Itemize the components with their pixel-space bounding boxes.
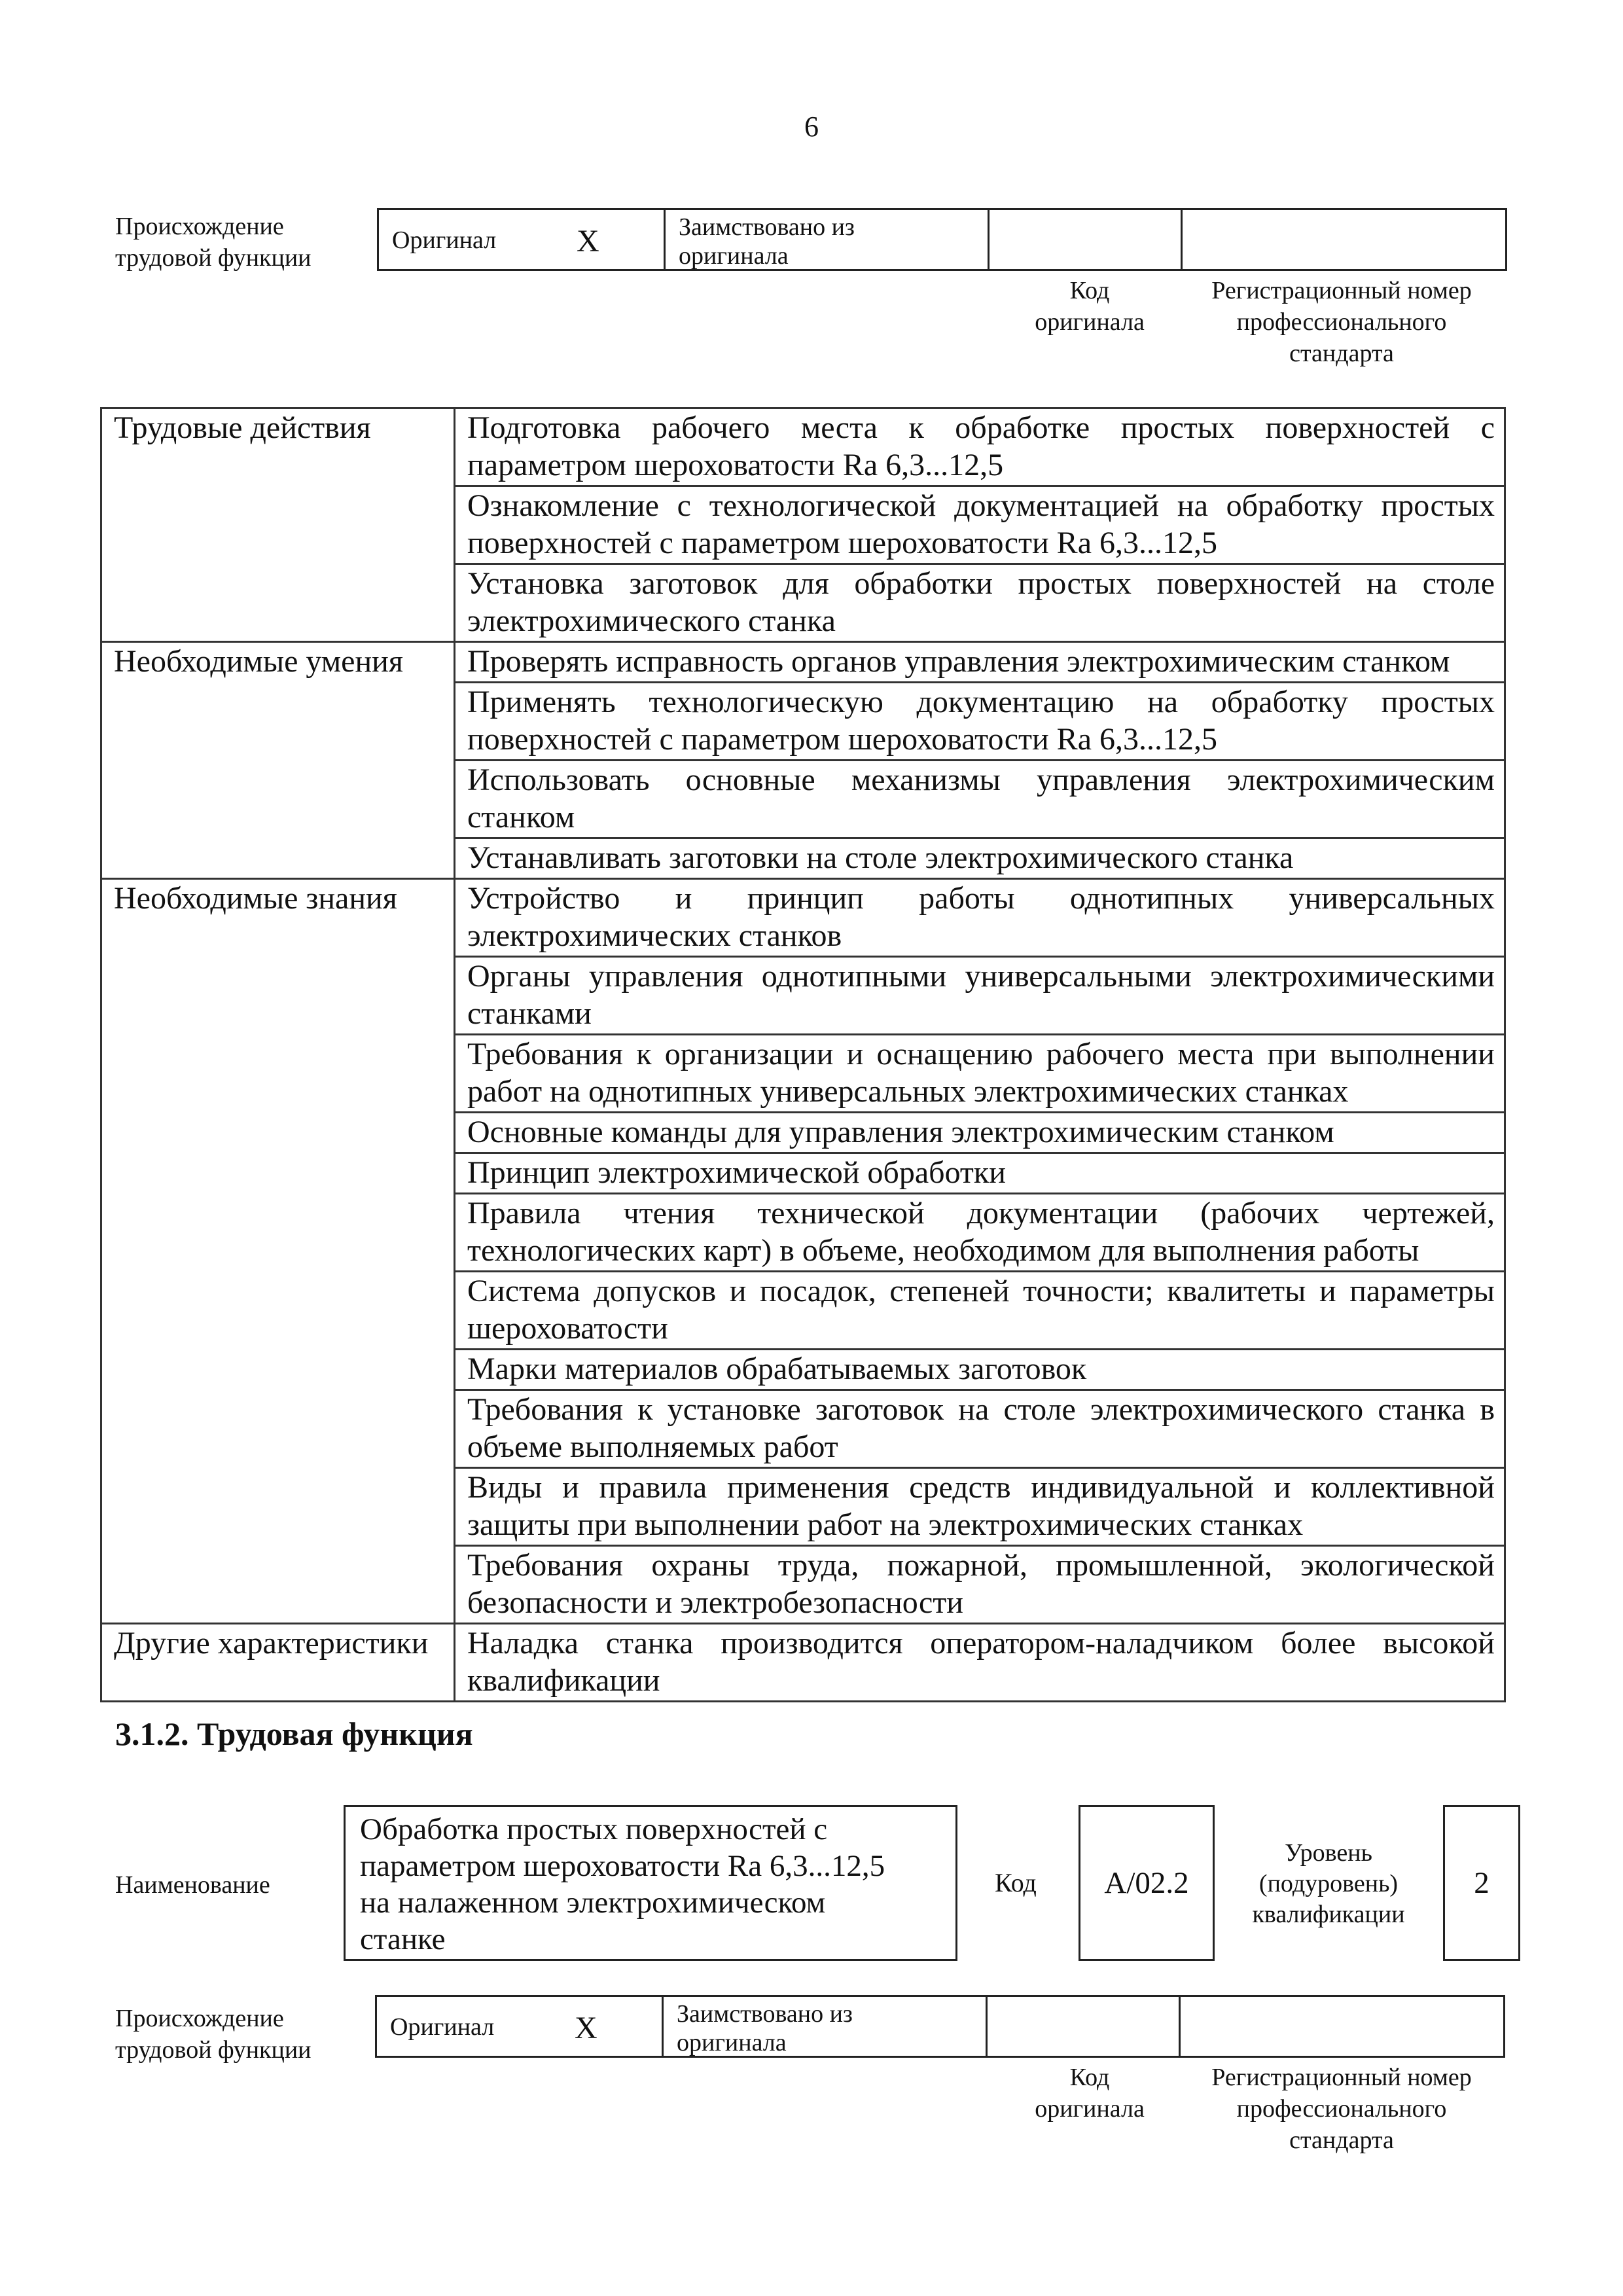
requirement-cell: Использовать основные механизмы управления электрохимическим станком	[455, 761, 1505, 838]
requirement-cell: Требования к организации и оснащению рабочего места при выполнении работ на однотипных универсальных электрохимических станках	[455, 1035, 1505, 1113]
requirement-cell: Основные команды для управления электрохимическим станком	[455, 1113, 1505, 1153]
original-mark: X	[577, 224, 599, 259]
category-cell: Необходимые умения	[101, 642, 455, 879]
requirement-cell: Система допусков и посадок, степеней точности; квалитеты и параметры шероховатости	[455, 1272, 1505, 1350]
function-details-table	[100, 407, 1506, 1702]
category-cell: Необходимые знания	[101, 879, 455, 1624]
original-code-caption: Код оригинала	[1035, 2064, 1145, 2123]
origin-label: Происхождение трудовой функции	[115, 213, 312, 272]
qualification-level-label: Уровень (подуровень) квалификации	[1252, 1839, 1405, 1928]
origin-label: Происхождение трудовой функции	[115, 2005, 312, 2064]
requirement-cell: Правила чтения технической документации (рабочих чертежей, технологических карт) в объеме, необходимом для выполнения работы	[455, 1194, 1505, 1272]
table-row	[101, 879, 1505, 957]
requirement-cell: Требования к установке заготовок на столе электрохимического станка в объеме выполняемых работ	[455, 1390, 1505, 1468]
requirement-cell: Принцип электрохимической обработки	[455, 1153, 1505, 1194]
code-value-box: A/02.2	[1079, 1805, 1215, 1961]
original-text: Оригинал	[392, 226, 497, 254]
requirement-cell: Устройство и принцип работы однотипных универсальных электрохимических станков	[455, 879, 1505, 957]
registration-number-caption: Регистрационный номер профессионального стандарта	[1211, 277, 1472, 367]
original-code-cell	[988, 1997, 1181, 2056]
requirement-cell: Наладка станка производится оператором-наладчиком более высокой квалификации	[455, 1624, 1505, 1702]
requirement-cell: Органы управления однотипными универсальными электрохимическими станками	[455, 957, 1505, 1035]
category-cell: Другие характеристики	[101, 1624, 455, 1702]
requirement-cell: Требования охраны труда, пожарной, промышленной, экологической безопасности и электробезопасности	[455, 1546, 1505, 1624]
requirement-cell: Ознакомление с технологической документацией на обработку простых поверхностей с параметром шероховатости Ra 6,3...12,5	[455, 486, 1505, 564]
requirement-cell: Виды и правила применения средств индивидуальной и коллективной защиты при выполнении работ на электрохимических станках	[455, 1468, 1505, 1546]
requirement-cell: Подготовка рабочего места к обработке простых поверхностей с параметром шероховатости Ra 6,3...12,5	[455, 408, 1505, 486]
origin-table	[375, 1995, 1505, 2058]
requirement-cell: Устанавливать заготовки на столе электрохимического станка	[455, 838, 1505, 879]
borrowed-text: Заимствовано из оригинала	[679, 213, 855, 270]
code-label: Код	[995, 1868, 1037, 1897]
category-cell: Трудовые действия	[101, 408, 455, 642]
requirement-cell: Применять технологическую документацию на обработку простых поверхностей с параметром шероховатости Ra 6,3...12,5	[455, 683, 1505, 761]
requirement-cell: Установка заготовок для обработки простых поверхностей на столе электрохимического станка	[455, 564, 1505, 642]
original-text: Оригинал	[390, 2013, 495, 2041]
table-row	[101, 1624, 1505, 1702]
name-label: Наименование	[115, 1871, 270, 1899]
registration-number-caption: Регистрационный номер профессионального стандарта	[1211, 2064, 1472, 2154]
original-cell	[377, 1997, 664, 2056]
borrowed-text: Заимствовано из оригинала	[677, 2000, 853, 2056]
page-number: 6	[804, 111, 819, 143]
section-title: 3.1.2. Трудовая функция	[115, 1715, 473, 1752]
borrowed-cell	[666, 210, 990, 269]
original-cell	[379, 210, 666, 269]
original-mark: X	[575, 2011, 597, 2045]
qualification-level-box: 2	[1443, 1805, 1520, 1961]
table-row	[101, 408, 1505, 486]
requirement-cell: Проверять исправность органов управления электрохимическим станком	[455, 642, 1505, 683]
borrowed-cell	[664, 1997, 988, 2056]
origin-table	[377, 208, 1507, 271]
original-code-caption: Код оригинала	[1035, 277, 1145, 336]
function-name-box: Обработка простых поверхностей с параметром шероховатости Ra 6,3...12,5 на налаженном электрохимическом станке	[344, 1805, 957, 1961]
registration-number-cell	[1181, 1997, 1507, 2056]
original-code-cell	[990, 210, 1183, 269]
table-row	[101, 642, 1505, 683]
requirement-cell: Марки материалов обрабатываемых заготовок	[455, 1350, 1505, 1390]
registration-number-cell	[1183, 210, 1509, 269]
